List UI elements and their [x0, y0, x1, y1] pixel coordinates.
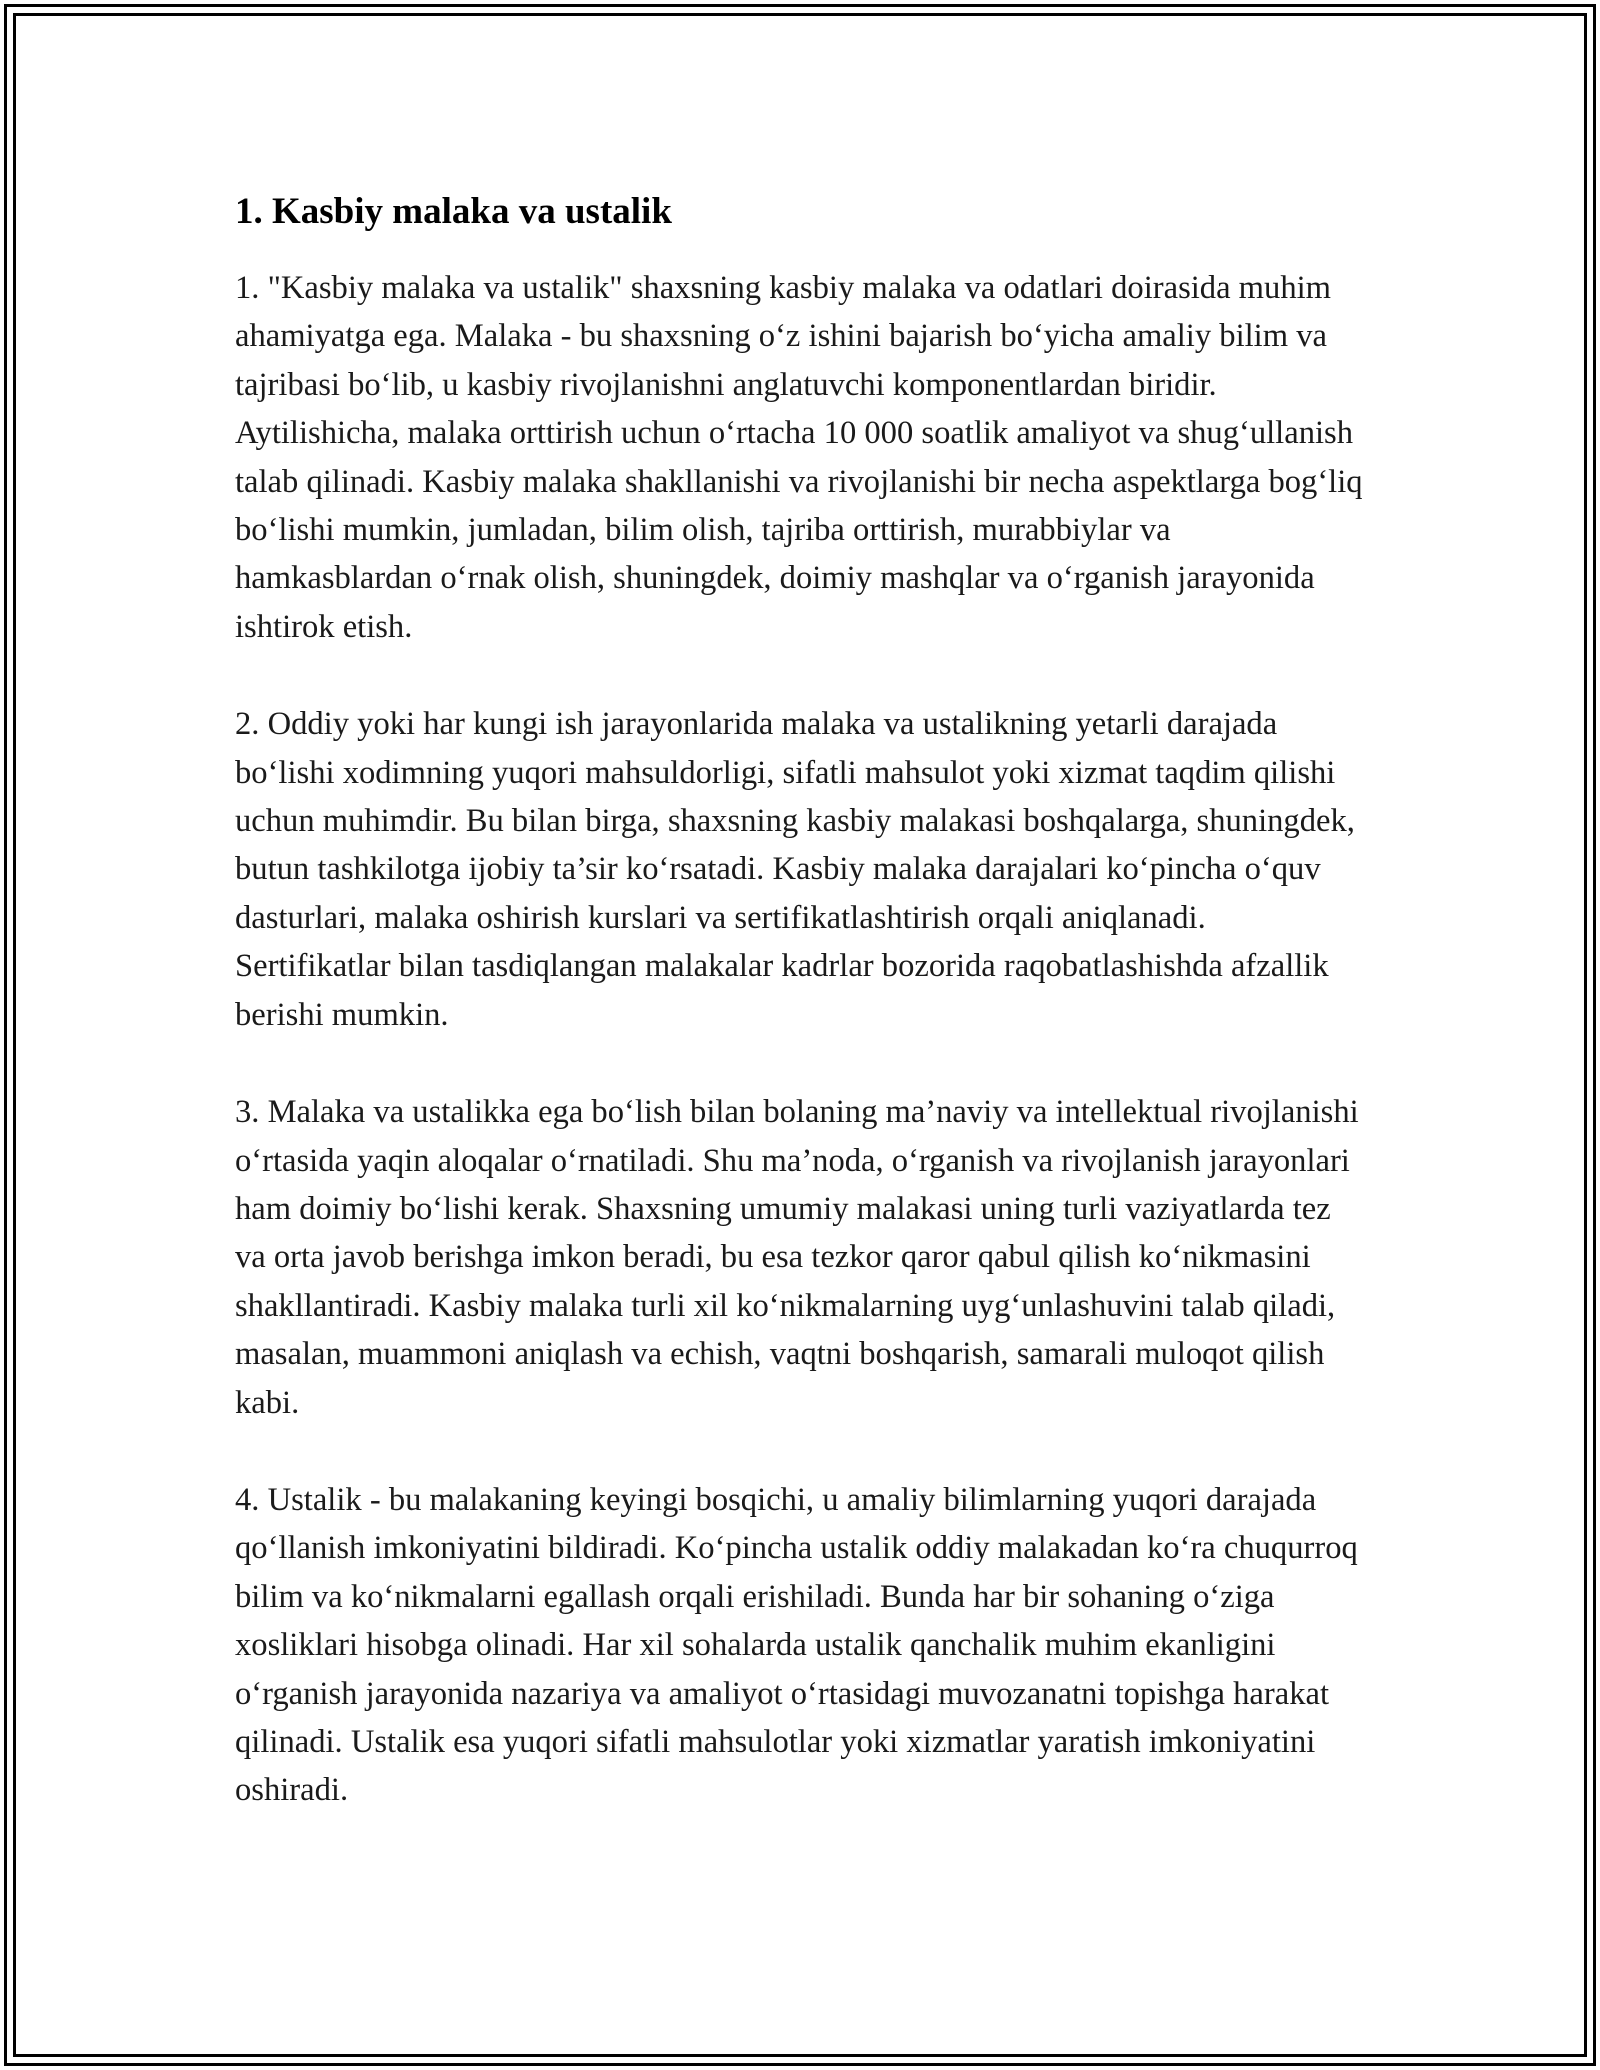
document-body [235, 186, 1365, 1864]
paragraph-3: 3. Malaka va ustalikka ega bo‘lish bilan bolaning ma’naviy va intellektual rivojlanishi o‘rtasida yaqin aloqalar o‘rnatiladi. Shu ma’noda, o‘rganish va rivojlanish jarayonlari ham doimiy bo‘lishi kerak. Shaxsning umumiy malakasi uning turli vaziyatlarda tez va orta javob berishga imkon beradi, bu esa tezkor qaror qabul qilish ko‘nikmasini shakllantiradi. Kasbiy malaka turli xil ko‘nikmalarning uyg‘unlashuvini talab qiladi, masalan, muammoni aniqlash va echish, vaqtni boshqarish, samarali muloqot qilish kabi. [235, 1094, 1359, 1421]
paragraph-2: 2. Oddiy yoki har kungi ish jarayonlarida malaka va ustalikning yetarli darajada bo‘lishi xodimning yuqori mahsuldorligi, sifatli mahsulot yoki xizmat taqdim qilishi uchun muhimdir. Bu bilan birga, shaxsning kasbiy malakasi boshqalarga, shuningdek, butun tashkilotga ijobiy ta’sir ko‘rsatadi. Kasbiy malaka darajalari ko‘pincha o‘quv dasturlari, malaka oshirish kurslari va sertifikatlashtirish orqali aniqlanadi. Sertifikatlar bilan tasdiqlangan malakalar kadrlar bozorida raqobatlashishda afzallik berishi mumkin. [235, 706, 1355, 1033]
document-title: 1. Kasbiy malaka va ustalik [235, 191, 672, 232]
paragraph-1: 1. "Kasbiy malaka va ustalik" shaxsning kasbiy malaka va odatlari doirasida muhim ahamiyatga ega. Malaka - bu shaxsning o‘z ishini bajarish bo‘yicha amaliy bilim va tajribasi bo‘lib, u kasbiy rivojlanishni anglatuvchi komponentlardan biridir. Aytilishicha, malaka orttirish uchun o‘rtacha 10 000 soatlik amaliyot va shug‘ullanish talab qilinadi. Kasbiy malaka shakllanishi va rivojlanishi bir necha aspektlarga bog‘liq bo‘lishi mumkin, jumladan, bilim olish, tajriba orttirish, murabbiylar va hamkasblardan o‘rnak olish, shuningdek, doimiy mashqlar va o‘rganish jarayonida ishtirok etish. [235, 270, 1363, 645]
paragraph-4: 4. Ustalik - bu malakaning keyingi bosqichi, u amaliy bilimlarning yuqori darajada qo‘llanish imkoniyatini bildiradi. Ko‘pincha ustalik oddiy malakadan ko‘ra chuqurroq bilim va ko‘nikmalarni egallash orqali erishiladi. Bunda har bir sohaning o‘ziga xosliklari hisobga olinadi. Har xil sohalarda ustalik qanchalik muhim ekanligini o‘rganish jarayonida nazariya va amaliyot o‘rtasidagi muvozanatni topishga harakat qilinadi. Ustalik esa yuqori sifatli mahsulotlar yoki xizmatlar yaratish imkoniyatini oshiradi. [235, 1481, 1358, 1809]
